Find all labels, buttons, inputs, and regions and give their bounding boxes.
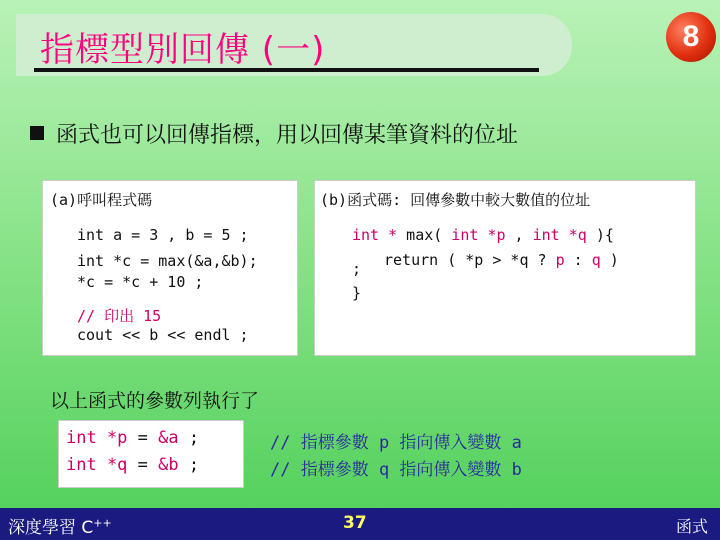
decl-p: int *p — [66, 428, 128, 448]
param-separator: , — [505, 226, 533, 244]
return-post: ) — [600, 251, 619, 269]
footer-chapter: 函式 — [676, 517, 709, 536]
return-type: int * — [352, 226, 398, 244]
bullet-point — [30, 118, 518, 149]
code-line: cout << b << endl ; — [77, 326, 249, 344]
assign-op: = — [127, 455, 159, 475]
note-line: // 指標參數 q 指向傳入變數 b — [270, 460, 522, 480]
return-p: p — [555, 251, 565, 269]
return-q: q — [591, 251, 601, 269]
function-signature — [352, 226, 614, 244]
param-q: int *q — [532, 226, 587, 244]
code-line: int *c = max(&a,&b); — [77, 252, 258, 270]
addr-a: &a — [158, 428, 179, 448]
footer-book-name: 深度學習 C — [8, 518, 94, 538]
binding-line — [66, 428, 199, 448]
footer-book-title — [8, 513, 112, 538]
param-p: int *p — [451, 226, 506, 244]
bullet-text: 函式也可以回傳指標，用以回傳某筆資料的位址 — [56, 123, 519, 148]
code-comment: // 印出 15 — [77, 307, 162, 325]
subheading: 以上函式的參數列執行了 — [50, 390, 260, 412]
footer-bar — [0, 508, 720, 540]
function-code-label: (b)函式碼: 回傳參數中較大數值的位址 — [320, 191, 591, 209]
bullet-square-icon — [30, 126, 44, 140]
assign-op: = — [127, 428, 159, 448]
return-prefix: return ( *p > *q ? — [384, 251, 556, 269]
line-end: ; — [178, 455, 200, 475]
line-end: ; — [178, 428, 200, 448]
function-name: max( — [397, 226, 452, 244]
addr-b: &b — [158, 455, 179, 475]
footer-book-sup: ++ — [93, 516, 112, 530]
closing-brace: } — [352, 284, 362, 302]
signature-tail: ){ — [586, 226, 614, 244]
return-mid: : — [564, 251, 592, 269]
code-line: *c = *c + 10 ; — [77, 273, 204, 291]
return-marker: ; — [352, 260, 362, 278]
return-statement — [384, 251, 619, 269]
note-line: // 指標參數 p 指向傳入變數 a — [270, 433, 522, 453]
page-title: 指標型別回傳 (一) — [40, 30, 326, 70]
code-line: int a = 3 , b = 5 ; — [77, 226, 249, 244]
footer-page-number: 37 — [343, 513, 367, 533]
decl-q: int *q — [66, 455, 128, 475]
binding-line — [66, 455, 199, 475]
calling-code-label: (a)呼叫程式碼 — [50, 191, 153, 209]
page-number-badge: 8 — [666, 12, 716, 62]
